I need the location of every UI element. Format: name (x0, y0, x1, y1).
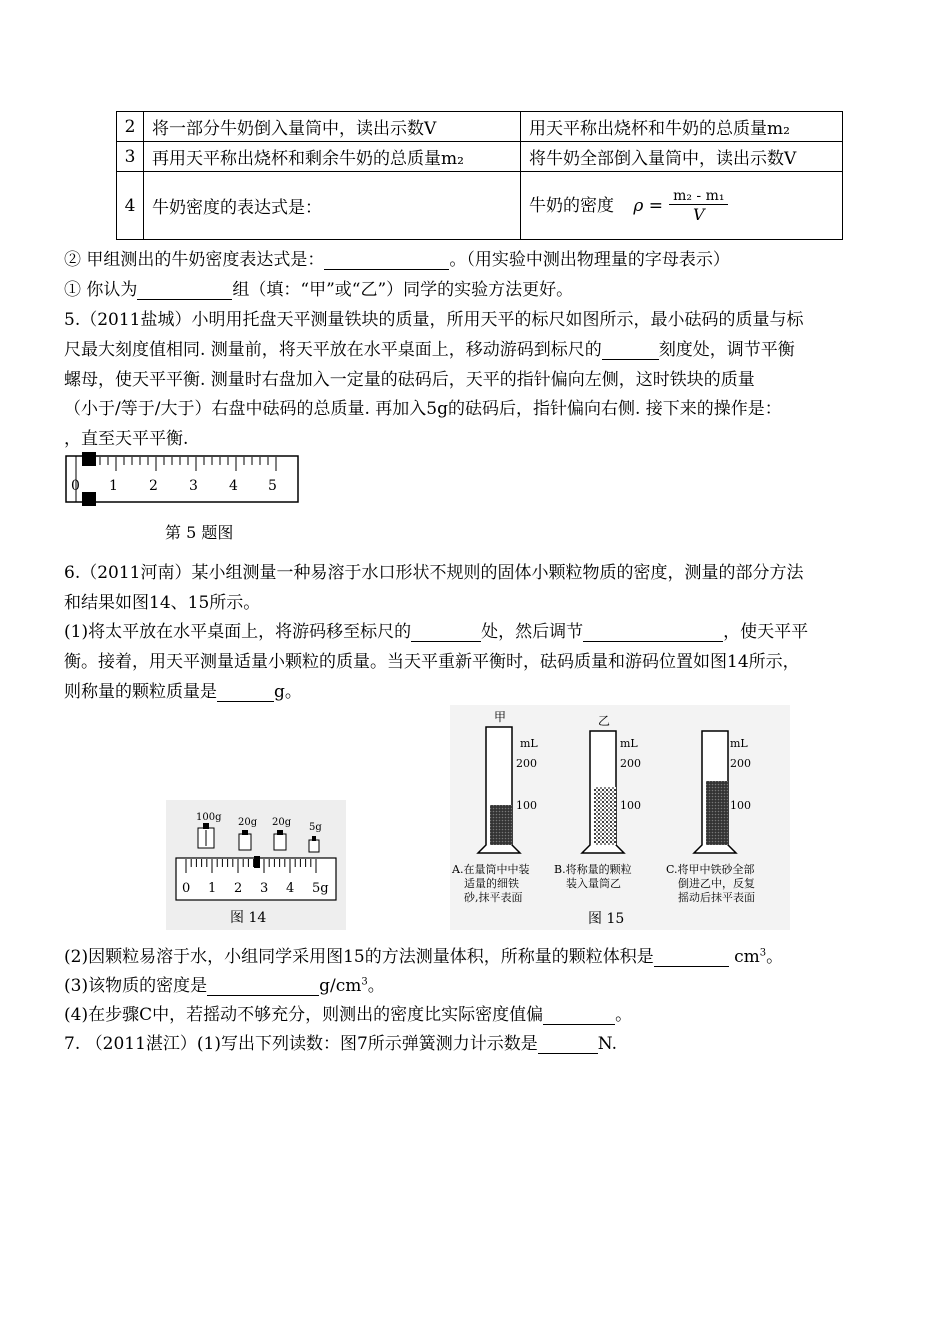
density-formula (633, 188, 728, 224)
unit-label: mL (620, 737, 638, 750)
step-b-text: B.将称量的颗粒 (554, 863, 632, 876)
tick-label: 5g (312, 881, 329, 896)
q6-line-6 (64, 942, 950, 967)
tick-label: 5 (268, 478, 277, 494)
tick-label: 4 (286, 881, 295, 896)
cylinder-label: 乙 (598, 714, 611, 728)
q5-line-4: （小于/等于/大于）右盘中砝码的总质量. 再加入5g的砝码后，指针偏向右侧. 接下来的操作是： (64, 399, 782, 419)
text: 。 (367, 976, 385, 996)
formula-numerator: m₂ - m₁ (669, 188, 728, 205)
q5-line-1: 5.（2011盐城）小明用托盘天平测量铁块的质量，所用天平的标尺如图所示，最小砝码的质量与标 (64, 310, 804, 330)
answer-blank[interactable] (602, 341, 659, 360)
fig14 (166, 800, 346, 930)
answer-blank[interactable] (543, 1006, 615, 1025)
unit-label: mL (730, 737, 748, 750)
text: g。 (274, 682, 302, 702)
text: (4)在步骤C中，若摇动不够充分，则测出的密度比实际密度值偏 (64, 1005, 544, 1025)
answer-blank[interactable] (583, 623, 723, 642)
formula-fraction (669, 188, 728, 224)
mark-label: 200 (730, 757, 751, 770)
q6-line-4: 衡。接着，用天平测量适量小颗粒的质量。当天平重新平衡时，砝码质量和游码位置如图14所示， (64, 652, 800, 672)
text: 。 (766, 947, 784, 967)
answer-blank[interactable] (137, 281, 232, 300)
fig15-caption: 图 15 (588, 911, 625, 927)
table-cell: 将牛奶全部倒入量筒中，读出示数V (521, 142, 843, 172)
step-c-text: C.将甲中铁砂全部 (666, 863, 755, 876)
text: ② 甲组测出的牛奶密度表达式是： (64, 250, 325, 270)
table-cell: 再用天平称出烧杯和剩余牛奶的总质量m₂ (144, 142, 521, 172)
superscript: 3 (759, 947, 767, 959)
text: 组（填：“甲”或“乙”）同学的实验方法更好。 (232, 280, 574, 300)
q6-line-1: 6.（2011河南）某小组测量一种易溶于水口形状不规则的固体小颗粒物质的密度，测量的部分方法 (64, 563, 804, 583)
text: N. (597, 1034, 617, 1054)
tick-label: 4 (229, 478, 238, 494)
unit-label: mL (520, 737, 538, 750)
answer-blank[interactable] (324, 251, 449, 270)
fig14-caption: 图 14 (230, 910, 267, 926)
text: 处，然后调节 (481, 622, 584, 642)
line-group-a-expression (64, 245, 950, 270)
mark-label: 200 (516, 757, 537, 770)
rider-top (82, 452, 96, 466)
q6-line-8 (64, 1000, 950, 1025)
mark-label: 100 (730, 799, 751, 812)
text: 刻度处，调节平衡 (658, 340, 795, 360)
q6-line-2: 和结果如图14、15所示。 (64, 593, 261, 613)
text: cm (728, 947, 760, 967)
answer-blank[interactable] (538, 1035, 598, 1054)
text: (2)因颗粒易溶于水，小组同学采用图15的方法测量体积，所称量的颗粒体积是 (64, 947, 654, 967)
formula-denominator: V (692, 204, 705, 224)
cylinder-label: 甲 (494, 710, 507, 724)
step-a-text: 砂,抹平表面 (464, 891, 523, 904)
line-better-method (64, 275, 950, 300)
weight-label: 20g (238, 817, 258, 828)
step-c-text: 倒进乙中，反复 (678, 877, 755, 890)
step-a-text: A.在量筒中中装 (452, 863, 530, 876)
step-b-text: 装入量筒乙 (566, 877, 621, 890)
q5-line-5: ，直至天平平衡. (64, 429, 189, 449)
fig5-ruler (64, 450, 304, 510)
text: (1)将太平放在水平桌面上，将游码移至标尺的 (64, 622, 412, 642)
text: (3)该物质的密度是 (64, 976, 208, 996)
row-number: 3 (117, 142, 144, 172)
answer-blank[interactable] (654, 948, 729, 967)
text: ① 你认为 (64, 280, 138, 300)
table-cell (521, 172, 843, 240)
answer-blank[interactable] (411, 623, 481, 642)
fig15 (450, 705, 790, 930)
q7-line-1 (64, 1029, 950, 1054)
text: 。 (615, 1005, 633, 1025)
text: g/cm (319, 976, 362, 996)
density-label: 牛奶的密度 (529, 195, 614, 216)
tick-label: 3 (189, 478, 198, 494)
table-cell: 牛奶密度的表达式是： (144, 172, 521, 240)
weight-label: 5g (309, 822, 322, 833)
answer-blank[interactable] (217, 683, 274, 702)
tick-label: 3 (260, 881, 269, 896)
weight-label: 20g (272, 817, 292, 828)
formula-lhs: ρ = (633, 195, 664, 216)
tick-label: 2 (149, 478, 158, 494)
table-row (117, 142, 843, 172)
tick-label: 1 (208, 881, 217, 896)
text: 。（用实验中测出物理量的字母表示） (449, 250, 730, 270)
q5-line-3: 螺母，使天平平衡. 测量时右盘加入一定量的砝码后，天平的指针偏向左侧，这时铁块的质量 (64, 370, 755, 390)
text: ，使天平平 (723, 622, 809, 642)
mark-label: 100 (516, 799, 537, 812)
mark-label: 200 (620, 757, 641, 770)
tick-label: 0 (182, 881, 191, 896)
weight-label: 100g (196, 812, 222, 823)
text: 尺最大刻度值相同. 测量前，将天平放在水平桌面上，移动游码到标尺的 (64, 340, 602, 360)
table-cell: 用天平称出烧杯和牛奶的总质量m₂ (521, 112, 843, 142)
tick-label: 1 (109, 478, 118, 494)
superscript: 3 (361, 976, 368, 988)
tick-label: 0 (71, 478, 80, 494)
q6-line-3 (64, 617, 950, 642)
step-a-text: 适量的细铁 (464, 877, 519, 890)
q6-line-5 (64, 677, 950, 702)
q5-line-2 (64, 335, 950, 360)
answer-blank[interactable] (207, 977, 319, 996)
fig5-caption: 第 5 题图 (165, 523, 234, 542)
text: 7. （2011湛江）(1)写出下列读数：图7所示弹簧测力计示数是 (64, 1034, 538, 1054)
table-cell: 将一部分牛奶倒入量筒中，读出示数V (144, 112, 521, 142)
table-row (117, 172, 843, 240)
row-number: 2 (117, 112, 144, 142)
rider-bottom (82, 492, 96, 506)
tick-label: 2 (234, 881, 243, 896)
q6-line-7 (64, 971, 950, 996)
experiment-table (116, 111, 843, 240)
rider (254, 856, 260, 868)
row-number: 4 (117, 172, 144, 240)
mark-label: 100 (620, 799, 641, 812)
step-c-text: 摇动后抹平表面 (678, 891, 755, 904)
text: 则称量的颗粒质量是 (64, 682, 217, 702)
table-row (117, 112, 843, 142)
